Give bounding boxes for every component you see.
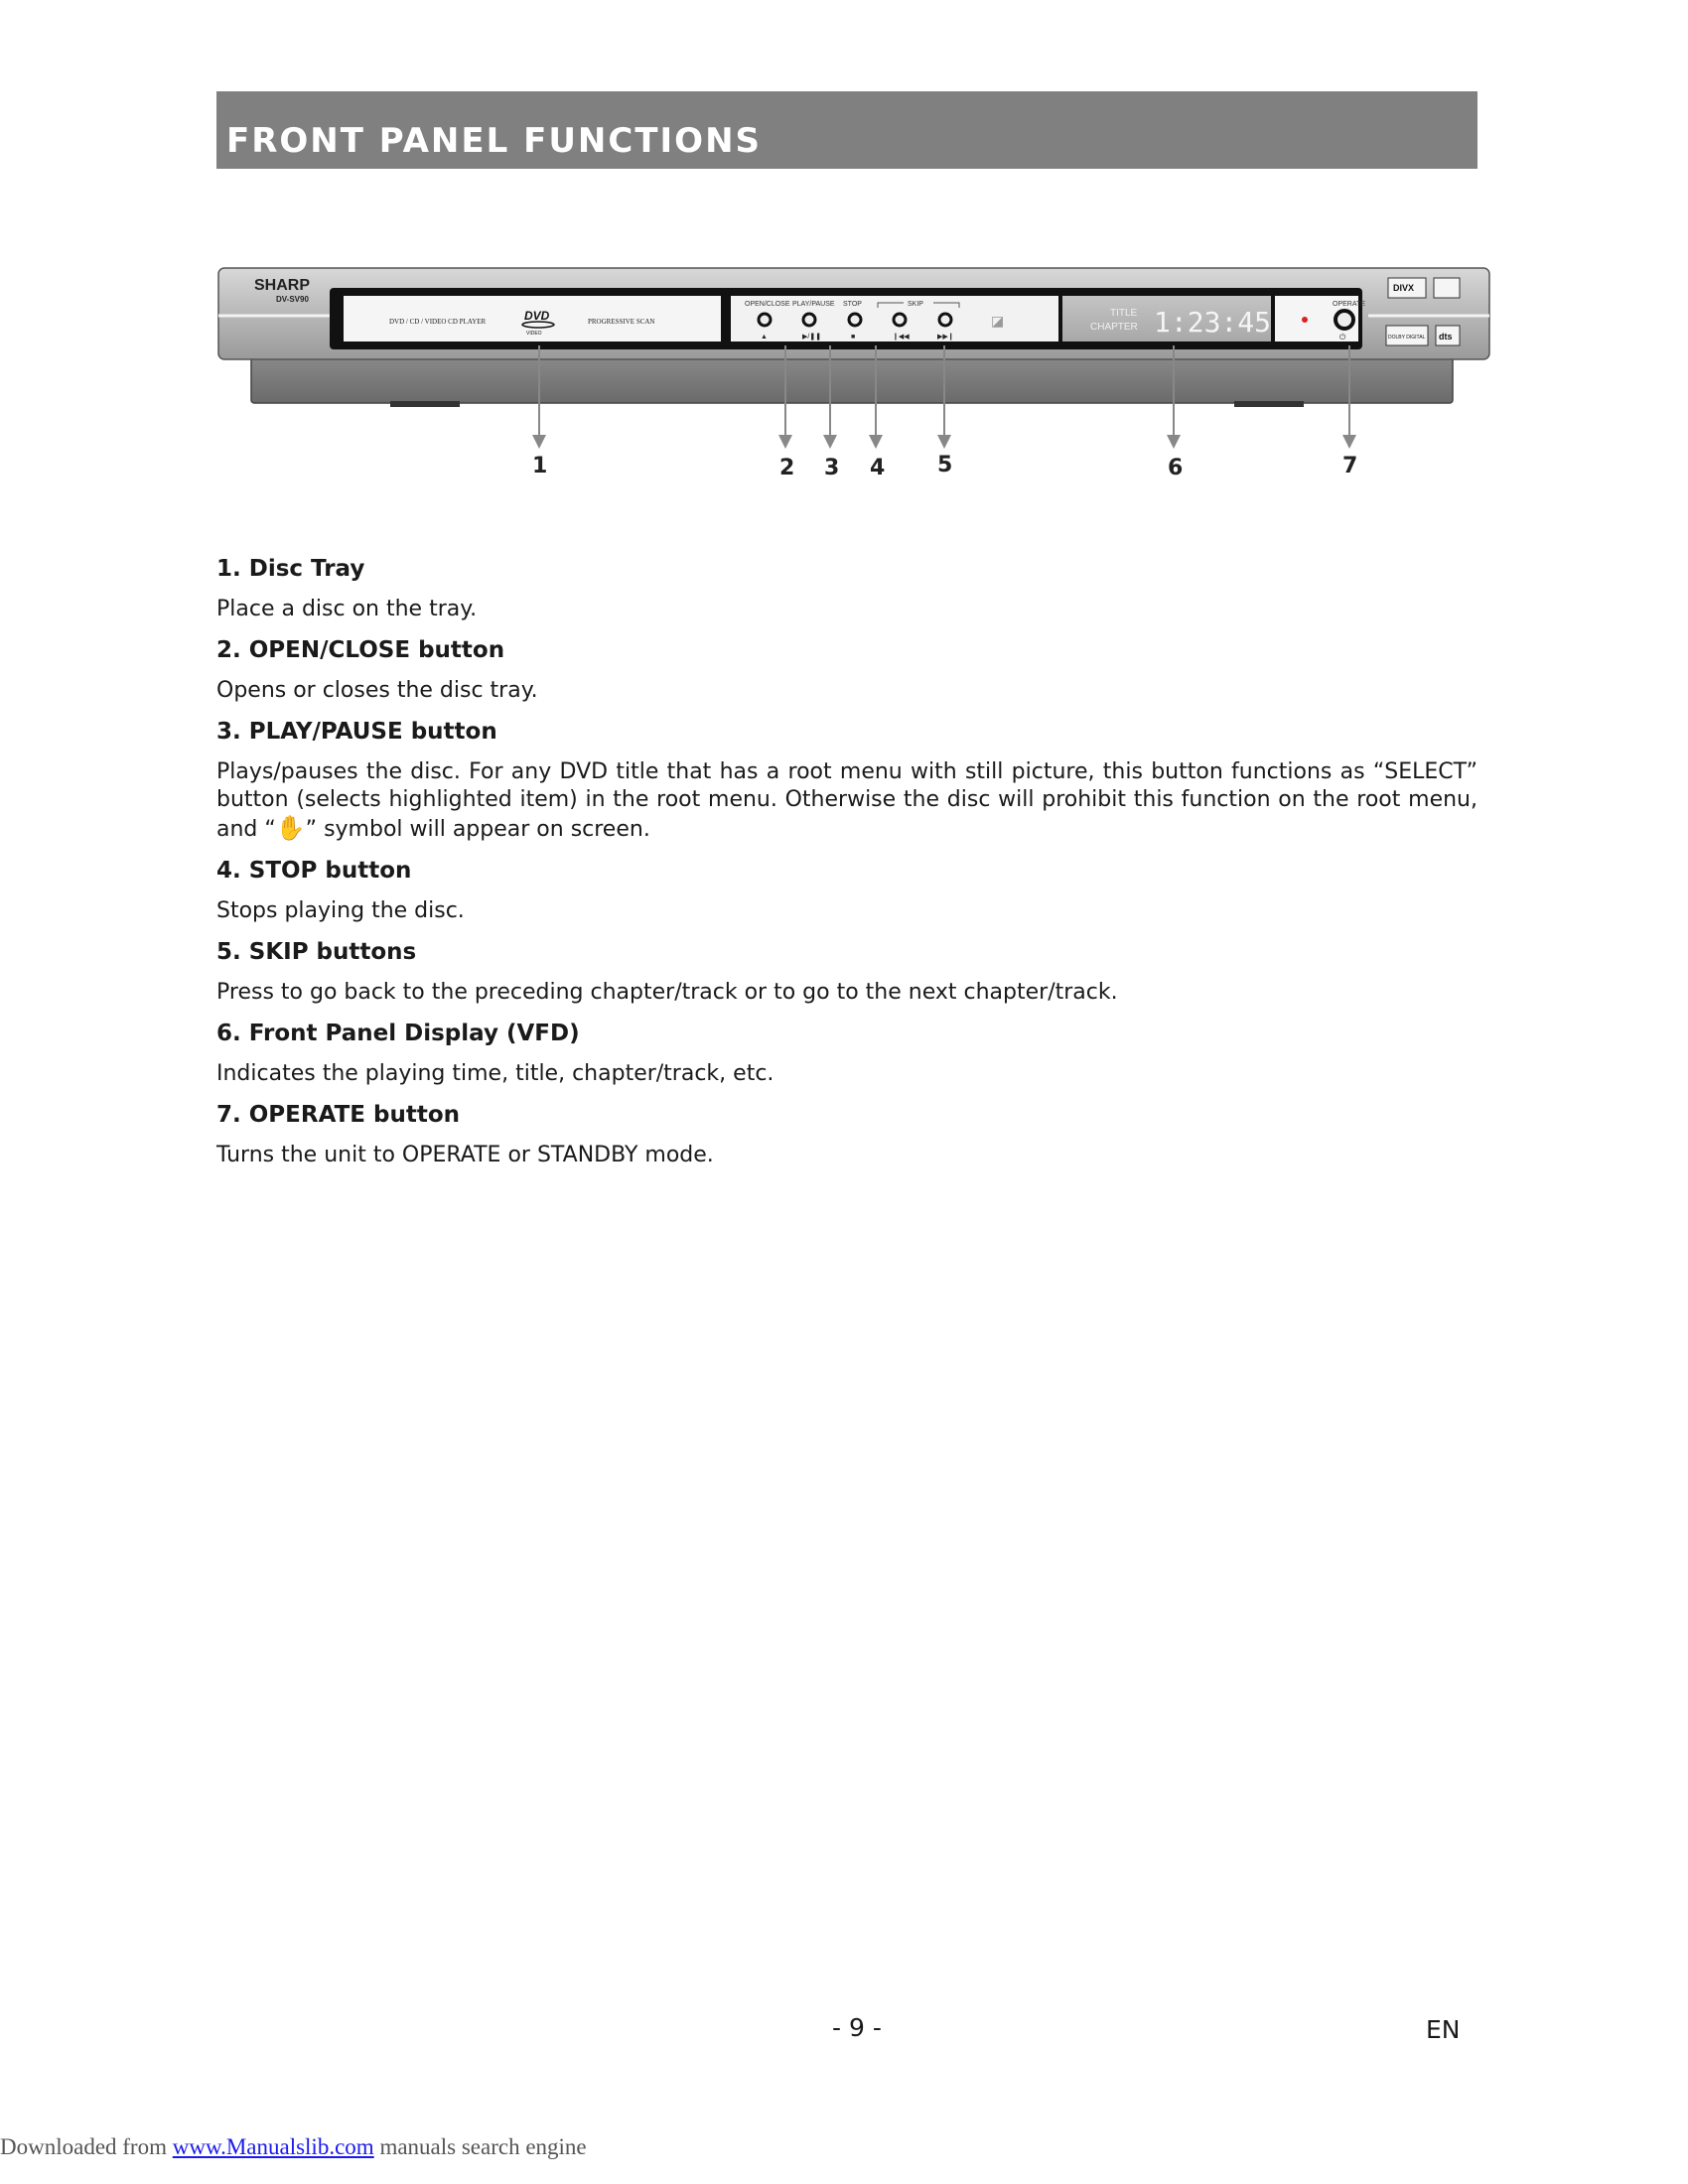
page-title: FRONT PANEL FUNCTIONS	[226, 121, 763, 161]
language-code: EN	[1426, 2015, 1461, 2044]
dolby-logo: DOLBY DIGITAL	[1388, 335, 1426, 341]
play-pause-button[interactable]	[803, 314, 815, 326]
list-item	[216, 1017, 1477, 1088]
divx-logo: DIVX	[1393, 283, 1415, 293]
skip-label: SKIP	[908, 301, 923, 308]
item-heading: 2. OPEN/CLOSE button	[216, 637, 505, 663]
dvd-player-illustration	[216, 260, 1497, 498]
standby-indicator	[1302, 317, 1308, 323]
page-number: - 9 -	[832, 2013, 882, 2042]
list-item	[216, 552, 1477, 623]
item-heading: 7. OPERATE button	[216, 1102, 461, 1128]
function-list	[216, 552, 1477, 1179]
item-description: Stops playing the disc.	[216, 898, 465, 923]
item-heading: 3. PLAY/PAUSE button	[216, 719, 497, 745]
item-description: Opens or closes the disc tray.	[216, 678, 538, 703]
callout-1: 1	[532, 454, 548, 478]
operate-button[interactable]	[1336, 311, 1353, 329]
model-label: DV-SV90	[276, 295, 309, 304]
list-item	[216, 633, 1477, 705]
item-description	[216, 758, 1477, 844]
player-base	[251, 355, 1453, 403]
item-heading: 1. Disc Tray	[216, 556, 365, 582]
section-header	[216, 91, 1477, 169]
prohibited-hand-icon: ✋	[275, 814, 306, 842]
item-heading: 4. STOP button	[216, 858, 412, 884]
disc-logo	[1434, 278, 1460, 298]
eject-icon: ▲	[761, 334, 768, 341]
list-item	[216, 715, 1477, 844]
foot-right	[1234, 401, 1304, 407]
arrow-4	[869, 435, 883, 449]
skip-back-icon: ❙◀◀	[893, 334, 910, 341]
arrow-7	[1342, 435, 1356, 449]
manualslib-link[interactable]: www.Manualslib.com	[172, 2134, 374, 2159]
dvd-logo: DVD	[524, 309, 550, 323]
display-chapter-label: CHAPTER	[1090, 322, 1138, 333]
open-close-button[interactable]	[759, 314, 771, 326]
tray-text: DVD / CD / VIDEO CD PLAYER	[389, 318, 487, 326]
power-icon: ⏻	[1339, 333, 1346, 341]
remote-sensor-icon: ◪	[991, 313, 1005, 329]
stop-button[interactable]	[849, 314, 861, 326]
list-item	[216, 1098, 1477, 1169]
callout-2: 2	[779, 456, 795, 480]
callout-arrows	[532, 435, 1356, 449]
item-heading: 5. SKIP buttons	[216, 939, 417, 965]
dvd-logo-sub: VIDEO	[526, 331, 542, 337]
footer-prefix: Downloaded from	[0, 2134, 173, 2159]
arrow-1	[532, 435, 546, 449]
footer-suffix: manuals search engine	[373, 2134, 587, 2159]
item-description: Indicates the playing time, title, chapter/track, etc.	[216, 1061, 774, 1086]
item-description: Press to go back to the preceding chapter/track or to go to the next chapter/track.	[216, 980, 1118, 1005]
arrow-5	[937, 435, 951, 449]
item-description-after: ” symbol will appear on screen.	[305, 817, 650, 842]
callout-4: 4	[870, 456, 886, 480]
display-title-label: TITLE	[1110, 308, 1138, 319]
display-time: 1:23:45	[1154, 306, 1272, 339]
arrow-3	[823, 435, 837, 449]
callout-7: 7	[1342, 454, 1358, 478]
item-description-before: Plays/pauses the disc. For any DVD title that has a root menu with still picture, this button functions as “SELECT” button (selects highlighted item) in the root menu. Otherwise the disc will prohibit this function on the root menu, and “	[216, 759, 1477, 842]
arrow-6	[1167, 435, 1181, 449]
list-item	[216, 935, 1477, 1007]
skip-forward-icon: ▶▶❙	[937, 334, 954, 341]
skip-forward-button[interactable]	[939, 314, 951, 326]
item-description: Turns the unit to OPERATE or STANDBY mode.	[216, 1143, 714, 1167]
stop-icon: ■	[851, 334, 856, 341]
item-heading: 6. Front Panel Display (VFD)	[216, 1021, 580, 1046]
list-item	[216, 854, 1477, 925]
callout-3: 3	[824, 456, 840, 480]
download-footer	[0, 2134, 587, 2160]
operate-label: OPERATE	[1333, 301, 1365, 308]
arrow-2	[778, 435, 792, 449]
callout-6: 6	[1168, 456, 1184, 480]
front-panel-figure	[216, 260, 1497, 498]
dts-logo: dts	[1439, 332, 1453, 341]
stop-label: STOP	[843, 301, 862, 308]
open-close-label: OPEN/CLOSE	[745, 301, 790, 308]
skip-back-button[interactable]	[894, 314, 906, 326]
play-pause-icon: ▶/❚❚	[802, 334, 822, 341]
item-description: Place a disc on the tray.	[216, 597, 478, 621]
progressive-label: PROGRESSIVE SCAN	[588, 318, 655, 326]
brand-logo: SHARP	[254, 277, 311, 294]
foot-left	[390, 401, 460, 407]
play-pause-label: PLAY/PAUSE	[792, 301, 835, 308]
callout-5: 5	[937, 453, 953, 478]
